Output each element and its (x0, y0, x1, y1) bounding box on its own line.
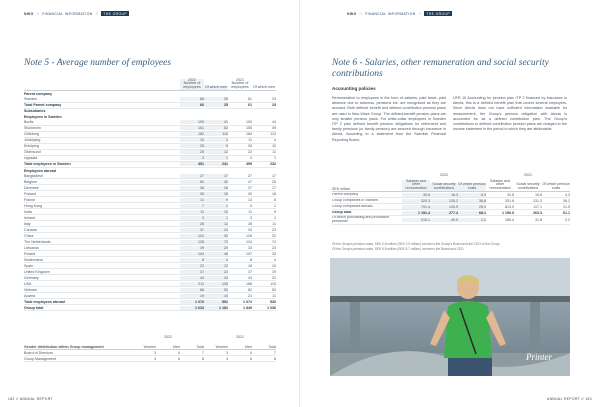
row-label: Total employees in Sweden (24, 162, 71, 167)
cell-value: 109 (180, 120, 204, 124)
cell-value: 119 (270, 281, 276, 286)
cell-value: 7 (180, 204, 204, 208)
cell-value: 53 (272, 287, 276, 292)
cell-value: 3 (154, 350, 156, 355)
cell-value: 124 (180, 234, 204, 238)
row-label: Stockholm (24, 126, 41, 131)
running-header (24, 11, 129, 16)
cell-value: 27 (248, 173, 252, 178)
header-separator: // (418, 11, 422, 16)
cell-value: 36 (180, 186, 204, 190)
cell-value: 1 076 (180, 300, 204, 304)
header-separator: // (95, 11, 99, 16)
cell-value: 30 (248, 191, 252, 196)
cell-value: 31 (272, 233, 276, 238)
cell-value: 12 (204, 150, 228, 154)
cell-value: 8 (202, 356, 204, 361)
cell-value: 25 (180, 144, 204, 148)
row-label: France (24, 197, 36, 202)
cell-value: 19 (180, 294, 204, 298)
cell-value: 31 (272, 275, 276, 280)
row-label: Employees in Sweden (24, 114, 62, 119)
cell-value: 331.6 (505, 198, 514, 203)
row-label: Germany (24, 275, 39, 280)
row-label: Enköping (24, 144, 39, 149)
cell-value: 8 (274, 197, 276, 202)
cell-value: 11 (272, 150, 276, 155)
cell-value: 3 (180, 156, 204, 160)
table-header-row (332, 177, 570, 192)
cell-value: 3 (180, 216, 204, 220)
cell-value: 1 (274, 156, 276, 161)
column-header (204, 86, 228, 90)
cell-value: 26 (180, 192, 204, 196)
cell-value: 1 633 (180, 306, 204, 310)
cell-value: 135 (204, 282, 228, 286)
cell-value: 19 (272, 269, 276, 274)
column-header (252, 86, 276, 90)
row-label: Canada (24, 227, 37, 232)
cell-value: 5.3 (458, 193, 486, 197)
note-6-title: Note 6 - Salaries, other remuneration and social security contributions (332, 58, 549, 79)
cell-value: 66 (180, 97, 204, 101)
cell-value: 263.3 (533, 210, 542, 215)
cell-value: 13 (248, 197, 252, 202)
column-header: Women (215, 345, 228, 349)
row-label: Bangladesh (24, 173, 43, 178)
unit-label: SEK million (332, 187, 351, 191)
header-section: FINANCIAL INFORMATION (42, 11, 93, 16)
cell-value: 8 (274, 356, 276, 361)
cell-value: 16 (204, 186, 228, 190)
cell-value: 46 (204, 252, 228, 256)
cell-value: 1 181 (204, 306, 228, 310)
header-separator: // (36, 11, 40, 16)
cell-value: 3 (204, 138, 228, 142)
cell-value: 491 (180, 162, 204, 166)
cell-value: 11 (248, 209, 252, 214)
cell-value: 131.3 (533, 198, 542, 203)
note-5-title: Note 5 - Average number of employees (24, 58, 172, 68)
cell-value: 39 (180, 246, 204, 250)
cell-value: 33.8 (507, 192, 514, 197)
cell-value: 23 (272, 245, 276, 250)
row-label: Group companies abroad (332, 204, 373, 208)
cell-value: 36.8 (458, 199, 486, 203)
column-header (180, 79, 204, 90)
row-label: Austria (24, 293, 36, 298)
column-header: Social security contributions (430, 183, 458, 191)
cell-value: 18 (272, 191, 276, 196)
row-label: Subsidiaries (24, 109, 46, 114)
cell-value: 124 (246, 239, 252, 244)
cell-value: 26 (248, 144, 252, 149)
cell-value: 43 (248, 275, 252, 280)
column-header-line: 2022 (188, 77, 196, 82)
column-header: Total (268, 345, 276, 349)
table-row (332, 216, 570, 225)
cell-value: 17 (272, 185, 276, 190)
cell-value: 125.9 (430, 205, 458, 209)
cell-value: 15.6 (535, 192, 542, 197)
cell-value: 791.4 (402, 205, 430, 209)
cell-value: 320.3 (402, 199, 430, 203)
cell-value: 33 (248, 245, 252, 250)
policy-paragraph-2: UFR 10 Accounting for pension plan ITP 2 financed by insurance in Alecta, this is a defined benefit plan that covers several employers. Since Alecta does not have sufficient information available for measurement, the Group's pension obligation with Alecta is accounted for as a defined contribution plan. The Group's contributions to defined contribution pension plans are charged to the income statement in the period to which they are attributable. (453, 96, 567, 132)
accounting-policies-heading: Accounting policies (332, 86, 376, 91)
table-header-row (24, 339, 276, 350)
cell-value: 115 (204, 132, 228, 136)
row-label: Uppsala (24, 156, 38, 161)
cell-value: 53 (204, 288, 228, 292)
column-header-line: Of which men (205, 85, 227, 90)
header-section: FINANCIAL INFORMATION (365, 11, 416, 16)
gender-label: Gender distribution within Group management (24, 345, 104, 349)
row-label: Switzerland (24, 257, 43, 262)
cell-value: 74 (272, 239, 276, 244)
cell-value: 5 (250, 356, 252, 361)
row-label: Group total (24, 305, 44, 310)
running-header (347, 11, 452, 16)
column-header: Total (196, 345, 204, 349)
cell-value: 23 (272, 97, 276, 102)
cell-value: 126 (180, 240, 204, 244)
cell-value: 1 151.4 (402, 211, 430, 215)
cell-value: 10 (272, 144, 276, 149)
cell-value: 22 (248, 150, 252, 155)
column-header: Of which pension costs (458, 182, 486, 191)
cell-value: 17 (204, 174, 228, 178)
cell-value: 26 (272, 179, 276, 184)
photo-signature: Printer (526, 352, 552, 362)
cell-value: 37 (180, 270, 204, 274)
cell-value: 21 (248, 293, 252, 298)
cell-value: 4 (178, 350, 180, 355)
header-tab: THE GROUP (426, 11, 451, 16)
cell-value: 11 (180, 198, 204, 202)
header-tab: THE GROUP (103, 11, 128, 16)
cell-value: 241 (204, 162, 228, 166)
brand-logo: NWG (347, 11, 357, 16)
cell-value: 135.2 (430, 199, 458, 203)
cell-value: 31.8 (535, 218, 542, 222)
row-label: Belgium (24, 179, 37, 184)
cell-value: 10 (204, 294, 228, 298)
cell-value: 23 (272, 103, 276, 108)
cell-value: 1 (204, 156, 228, 160)
row-label: India (24, 209, 32, 214)
cell-value: 23 (204, 228, 228, 232)
cell-value: 39.6 (402, 193, 430, 197)
cell-value: 232 (270, 162, 276, 167)
row-label: Göteborg (24, 132, 39, 137)
row-label: Group companies in Sweden (332, 198, 379, 202)
salaries-table (332, 172, 570, 225)
cell-value: 184 (246, 132, 252, 137)
cell-value: 34 (272, 251, 276, 256)
cell-value: 68.1 (458, 211, 486, 215)
cell-value: 25 (204, 97, 228, 101)
cell-value: 4 (274, 257, 276, 262)
cell-value: 52 (204, 126, 228, 130)
cell-value: 2.2 (458, 218, 486, 222)
cell-value: 21.5 (563, 204, 570, 209)
cell-value: 188 (246, 281, 252, 286)
cell-value: 44 (180, 276, 204, 280)
cell-value: 109 (246, 120, 252, 125)
row-label: Vietnam (24, 287, 38, 292)
cell-value: 277.4 (430, 211, 458, 215)
cell-value: 5 (178, 356, 180, 361)
cell-value: 104 (180, 252, 204, 256)
year-label: 2022 (164, 334, 172, 339)
cell-value: 37 (180, 228, 204, 232)
row-label: Parent company (332, 192, 359, 196)
cell-value: 3 (154, 356, 156, 361)
policy-paragraph-1: Remuneration to employees in the form of salaries, paid leave, paid absence due to sickness, pensions etc. are recognised as they are accrued. Both defined benefit and defined contribution pension plans are used in New Wave Group. The defined-benefit pension plans are only smaller pension plans. For white-collar employees in Sweden ITP 2 plan defined benefit pension obligations for retirement and family pensions (or family pension) are secured through insurance in Alecta. According to a statement from the Swedish Financial Reporting Board, (332, 96, 446, 142)
column-header: Salaries and other remuneration (402, 180, 430, 191)
cell-value: 189.4 (505, 218, 514, 222)
row-label: Lithuania (24, 245, 39, 250)
cell-value: 4 (274, 138, 276, 143)
cell-value: 73 (204, 240, 228, 244)
cell-value: 112 (270, 132, 276, 137)
cell-value: 37 (248, 269, 252, 274)
cell-value: 40.5 (430, 218, 458, 222)
cell-value: 117.1 (533, 204, 542, 209)
row-label: Group Management (24, 356, 56, 361)
year-label: 2021 (236, 334, 244, 339)
employees-table (24, 78, 276, 311)
column-header-line: 2021 (236, 77, 244, 82)
cell-value: 4 (250, 156, 252, 161)
header-separator: // (359, 11, 363, 16)
cell-value: 530 (270, 299, 276, 304)
row-label: The Netherlands (24, 239, 51, 244)
cell-value: 4 (250, 350, 252, 355)
cell-value: 61 (248, 97, 252, 102)
cell-value: 44 (272, 120, 276, 125)
cell-value: 4.3 (565, 192, 570, 197)
cell-value: 25 (180, 150, 204, 154)
cell-value: 37 (248, 185, 252, 190)
cell-value: 10 (204, 210, 228, 214)
row-label: Sweden (24, 97, 37, 102)
column-header: Men (245, 345, 252, 349)
row-label: Total employees abroad (24, 299, 65, 304)
cell-value: 50 (180, 180, 204, 184)
cell-value: 1 (204, 204, 228, 208)
column-header: Salaries and other remuneration (489, 178, 511, 191)
cell-value: 6 (250, 203, 252, 208)
cell-value: 12 (204, 222, 228, 226)
column-header-line: Number of employees (231, 81, 249, 90)
cell-value: 30 (204, 234, 228, 238)
cell-value: 1 849 (243, 305, 252, 310)
column-header-line: Number of employees (183, 81, 201, 90)
row-label: Of which purchasing and production personnel (332, 216, 390, 223)
cell-value: 30 (204, 180, 228, 184)
cell-value: 215.1 (402, 218, 430, 222)
year-label: 2022 (440, 172, 448, 177)
cell-value: 9 (204, 198, 228, 202)
cell-value: 28 (248, 221, 252, 226)
row-label: Italy (24, 221, 31, 226)
cell-value: 9 (274, 209, 276, 214)
cell-value: 4 (204, 258, 228, 262)
row-label: Total Parent company (24, 103, 62, 108)
row-label: Board of Directors (24, 350, 53, 355)
cell-value: 3 (226, 356, 228, 361)
row-label: Östersund (24, 150, 41, 155)
footnote-2: Of the Group's pension costs, SEK 5.8 million (SEK 5.7 million) concerns the Board and CEO. (332, 247, 465, 251)
cell-value: 23 (272, 227, 276, 232)
cell-value: 7 (274, 350, 276, 355)
cell-value: 2.2 (565, 218, 570, 222)
right-page (300, 0, 600, 407)
cell-value: 27 (180, 174, 204, 178)
column-header (228, 79, 252, 90)
row-label: Parent company (24, 91, 52, 96)
column-header: Women (143, 345, 156, 349)
column-header: Of which pension costs (542, 182, 570, 191)
row-label: Borås (24, 120, 34, 125)
cell-value: 8 (250, 257, 252, 262)
cell-value: 61.1 (563, 210, 570, 215)
cell-value: 10 (180, 138, 204, 142)
cell-value: 20 (204, 246, 228, 250)
cell-value: 22 (180, 264, 204, 268)
cell-value: 25 (204, 103, 228, 107)
cell-value: 28 (180, 222, 204, 226)
row-label: Jönköping (24, 138, 41, 143)
cell-value: 9 (204, 144, 228, 148)
cell-value: 126 (246, 233, 252, 238)
cell-value: 499 (246, 162, 252, 167)
cell-value: 155 (246, 126, 252, 131)
cell-value: 551 (204, 300, 228, 304)
cell-value: 17 (272, 173, 276, 178)
cell-value: 82 (248, 287, 252, 292)
cell-value: 66 (180, 103, 204, 107)
table-header-row (24, 78, 276, 91)
cell-value: 61 (248, 103, 252, 108)
cell-value: 86 (180, 288, 204, 292)
page-footer: ANNUAL REPORT // 183 (547, 397, 592, 401)
cell-value: 49 (272, 126, 276, 131)
cell-value: 813.9 (505, 204, 514, 209)
cell-value: 23 (204, 270, 228, 274)
cell-value: 11 (180, 210, 204, 214)
cell-value: 1 (204, 216, 228, 220)
cell-value: 7 (202, 350, 204, 355)
row-label: China (24, 233, 34, 238)
year-label: 2021 (524, 172, 532, 177)
cell-value: 25.3 (458, 205, 486, 209)
column-header: Men (173, 345, 180, 349)
cell-value: 107 (246, 251, 252, 256)
row-label: Group total (332, 210, 352, 214)
cell-value: 1 (274, 215, 276, 220)
cell-value: 11 (272, 221, 276, 226)
total-row (24, 305, 276, 311)
column-header: Social security contributions (516, 182, 540, 191)
cell-value: 161 (180, 126, 204, 130)
cell-value: 3 (250, 215, 252, 220)
cell-value: 182 (180, 132, 204, 136)
row-label: USA (24, 281, 32, 286)
cell-value: 16.3 (430, 193, 458, 197)
cell-value: 3 (226, 350, 228, 355)
cell-value: 34 (248, 227, 252, 232)
row-label: Spain (24, 263, 34, 268)
skatepark-photo (330, 258, 570, 376)
row-label: Denmark (24, 185, 39, 190)
row-label: Ireland (24, 215, 35, 220)
brand-logo: NWG (24, 11, 34, 16)
footnote-1: Of the Group's pension costs, SEK 0.8 million (SEK 0.9 million) concerns the Group's Board and the CEO of the Group. (332, 242, 501, 246)
cell-value: 1 (274, 203, 276, 208)
gender-table (24, 334, 276, 362)
cell-value: 10 (272, 263, 276, 268)
row-label: Finland (24, 191, 36, 196)
row-label: United Kingdom (24, 269, 50, 274)
cell-value: 16 (204, 192, 228, 196)
page-footer: 182 // ANNUAL REPORT (8, 397, 53, 401)
row-label: Hong Kong (24, 203, 42, 208)
cell-value: 8 (180, 258, 204, 262)
row-label: Poland (24, 251, 36, 256)
cell-value: 211 (180, 282, 204, 286)
cell-value: 1 150.0 (502, 210, 514, 215)
table-row (24, 356, 276, 362)
cell-value: 33 (204, 276, 228, 280)
cell-value: 47 (248, 179, 252, 184)
cell-value: 1 074 (243, 299, 252, 304)
cell-value: 12 (204, 264, 228, 268)
cell-value: 36.2 (563, 198, 570, 203)
column-header-line: Of which men (253, 85, 275, 90)
cell-value: 1 036 (267, 305, 276, 310)
cell-value: 11 (272, 293, 276, 298)
cell-value: 41 (204, 120, 228, 124)
cell-value: 11 (248, 138, 252, 143)
row-label: Employees abroad (24, 168, 56, 173)
cell-value: 18 (248, 263, 252, 268)
